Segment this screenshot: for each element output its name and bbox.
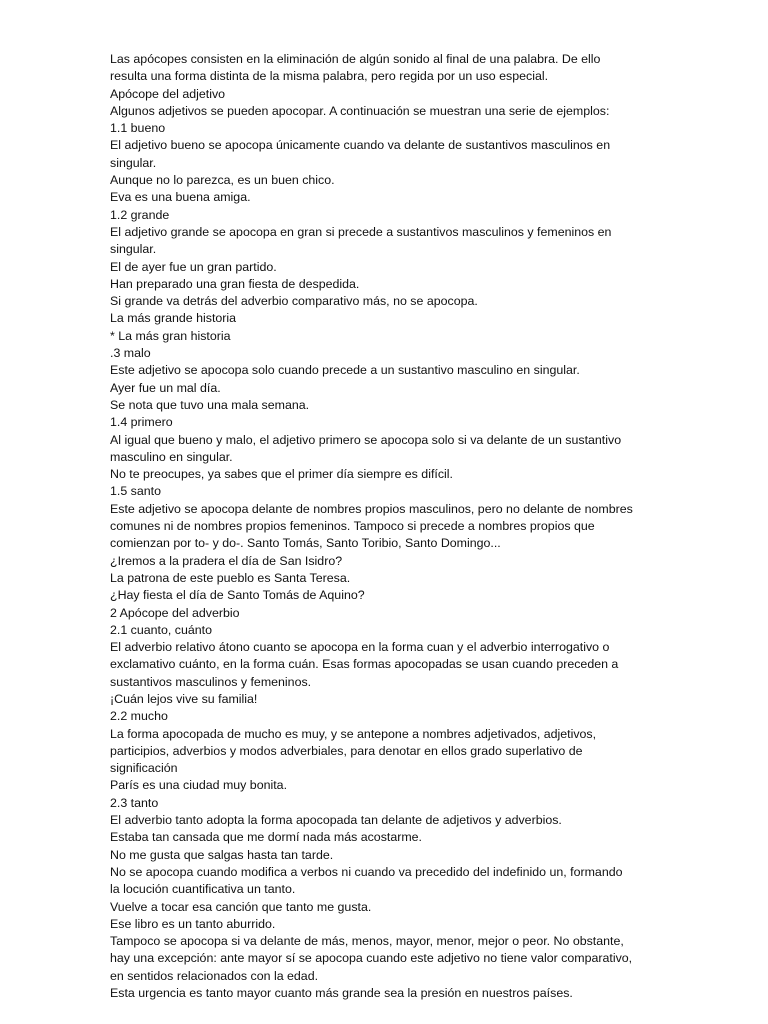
text-line: El adverbio tanto adopta la forma apocopada tan delante de adjetivos y adverbios. bbox=[110, 813, 562, 828]
text-line: Tampoco se apocopa si va delante de más, menos, mayor, menor, mejor o peor. No obstante, bbox=[110, 934, 624, 949]
text-line: la locución cuantificativa un tanto. bbox=[110, 882, 296, 897]
text-line: hay una excepción: ante mayor sí se apocopa cuando este adjetivo no tiene valor comparativo, bbox=[110, 951, 633, 966]
text-line: Si grande va detrás del adverbio comparativo más, no se apocopa. bbox=[110, 294, 478, 309]
subsection-heading: .3 malo bbox=[110, 346, 151, 361]
example-line: La patrona de este pueblo es Santa Teresa. bbox=[110, 570, 351, 585]
example-line: Se nota que tuvo una mala semana. bbox=[110, 397, 310, 412]
text-line: en sentidos relacionados con la edad. bbox=[110, 968, 319, 983]
subsection-heading: 1.5 santo bbox=[110, 484, 161, 499]
text-line: Este adjetivo se apocopa delante de nombres propios masculinos, pero no delante de nombres bbox=[110, 501, 633, 516]
text-line: participios, adverbios y modos adverbiales, para denotar en ellos grado superlativo de bbox=[110, 743, 583, 758]
example-line: Aunque no lo parezca, es un buen chico. bbox=[110, 173, 335, 188]
text-line: sustantivos masculinos y femeninos. bbox=[110, 674, 312, 689]
subsection-heading: 1.1 bueno bbox=[110, 121, 166, 136]
example-line: Estaba tan cansada que me dormí nada más acostarme. bbox=[110, 830, 423, 845]
example-line: Ese libro es un tanto aburrido. bbox=[110, 916, 276, 931]
example-line: ¡Cuán lejos vive su familia! bbox=[110, 691, 258, 706]
example-line: Eva es una buena amiga. bbox=[110, 190, 251, 205]
text-line: El adverbio relativo átono cuanto se apocopa en la forma cuan y el adverbio interrogativo o bbox=[110, 640, 610, 655]
text-line: No se apocopa cuando modifica a verbos ni cuando va precedido del indefinido un, formando bbox=[110, 864, 623, 879]
example-line: * La más gran historia bbox=[110, 328, 231, 343]
example-line: Esta urgencia es tanto mayor cuanto más grande sea la presión en nuestros países. bbox=[110, 986, 573, 1001]
example-line: No me gusta que salgas hasta tan tarde. bbox=[110, 847, 334, 862]
section-heading: Apócope del adjetivo bbox=[110, 86, 226, 101]
example-line: ¿Iremos a la pradera el día de San Isidro? bbox=[110, 553, 343, 568]
text-line: comunes ni de nombres propios femeninos. Tampoco si precede a nombres propios que bbox=[110, 519, 595, 534]
text-line: singular. bbox=[110, 242, 157, 257]
text-line: singular. bbox=[110, 155, 157, 170]
text-line: Algunos adjetivos se pueden apocopar. A continuación se muestran una serie de ejemplos: bbox=[110, 103, 610, 118]
example-line: La más grande historia bbox=[110, 311, 237, 326]
example-line: No te preocupes, ya sabes que el primer día siempre es difícil. bbox=[110, 467, 453, 482]
text-line: significación bbox=[110, 761, 178, 776]
text-line: El adjetivo grande se apocopa en gran si precede a sustantivos masculinos y femeninos en bbox=[110, 224, 612, 239]
subsection-heading: 1.4 primero bbox=[110, 415, 173, 430]
subsection-heading: 2.2 mucho bbox=[110, 709, 168, 724]
subsection-heading: 1.2 grande bbox=[110, 207, 170, 222]
text-line: Al igual que bueno y malo, el adjetivo primero se apocopa solo si va delante de un sustantivo bbox=[110, 432, 622, 447]
example-line: Vuelve a tocar esa canción que tanto me gusta. bbox=[110, 899, 372, 914]
text-line: El adjetivo bueno se apocopa únicamente cuando va delante de sustantivos masculinos en bbox=[110, 138, 611, 153]
subsection-heading: 2.3 tanto bbox=[110, 795, 159, 810]
example-line: ¿Hay fiesta el día de Santo Tomás de Aquino? bbox=[110, 588, 365, 603]
subsection-heading: 2.1 cuanto, cuánto bbox=[110, 622, 212, 637]
text-line: resulta una forma distinta de la misma palabra, pero regida por un uso especial. bbox=[110, 69, 549, 84]
example-line: Han preparado una gran fiesta de despedida. bbox=[110, 276, 360, 291]
text-line: Las apócopes consisten en la eliminación de algún sonido al final de una palabra. De ello bbox=[110, 52, 601, 66]
example-line: Ayer fue un mal día. bbox=[110, 380, 221, 395]
example-line: El de ayer fue un gran partido. bbox=[110, 259, 277, 274]
example-line: París es una ciudad muy bonita. bbox=[110, 778, 288, 793]
text-line: La forma apocopada de mucho es muy, y se antepone a nombres adjetivados, adjetivos, bbox=[110, 726, 597, 741]
section-heading: 2 Apócope del adverbio bbox=[110, 605, 240, 620]
text-line: exclamativo cuánto, en la forma cuán. Esas formas apocopadas se usan cuando preceden a bbox=[110, 657, 619, 672]
text-line: masculino en singular. bbox=[110, 449, 233, 464]
text-line: comienzan por to- y do-. Santo Tomás, Santo Toribio, Santo Domingo... bbox=[110, 536, 501, 551]
document-page bbox=[110, 51, 670, 1002]
text-line: Este adjetivo se apocopa solo cuando precede a un sustantivo masculino en singular. bbox=[110, 363, 580, 378]
